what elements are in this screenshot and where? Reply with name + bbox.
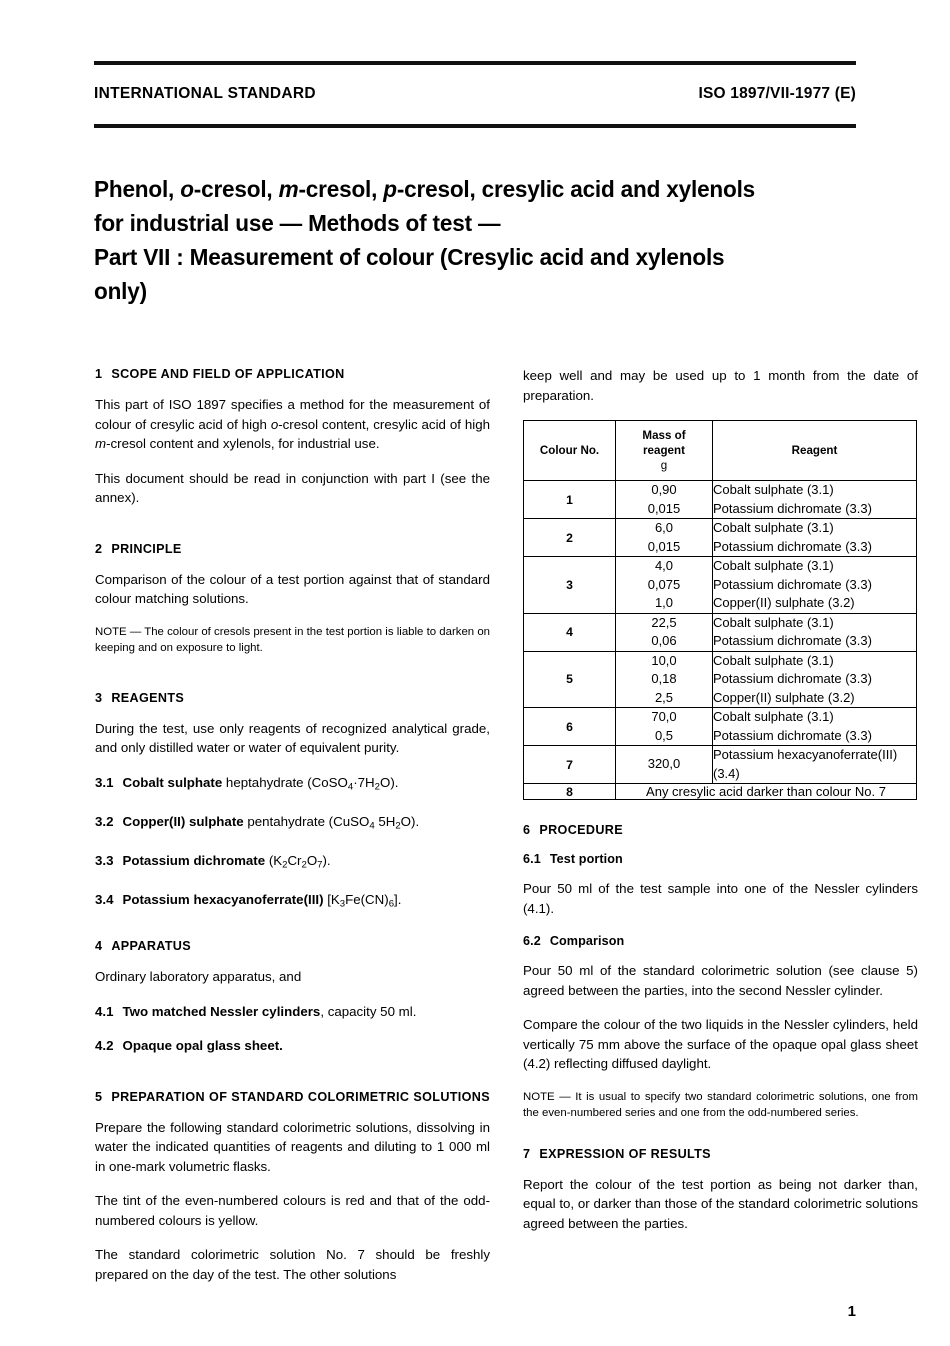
section-5-paragraph-1: Prepare the following standard colorimetric solutions, dissolving in water the indicated quantities of reagents and diluting to 1 000 ml in one-mark volumetric flasks. xyxy=(95,1119,490,1174)
colorimetric-solutions-table xyxy=(523,420,917,800)
cell-mass: 70,0 0,5 xyxy=(616,708,713,746)
section-6-1-heading xyxy=(523,851,918,867)
section-5-paragraph-3-continued: keep well and may be used up to 1 month from the date of preparation. xyxy=(523,368,918,403)
section-1-heading xyxy=(95,366,490,382)
spacer xyxy=(95,523,490,541)
section-2-heading xyxy=(95,541,490,557)
cell-mass: 0,90 0,015 xyxy=(616,481,713,519)
reagent-item-3-3: 3.3 Potassium dichromate $(K_2Cr_2O_7)$. xyxy=(95,852,331,871)
section-6-2-heading xyxy=(523,933,918,949)
cell-mass: 6,0 0,015 xyxy=(616,519,713,557)
header-rule-top xyxy=(94,61,856,65)
table-row xyxy=(524,708,917,746)
section-3-heading xyxy=(95,690,490,706)
section-6-title: PROCEDURE xyxy=(539,823,623,837)
section-7-title: EXPRESSION OF RESULTS xyxy=(539,1146,711,1161)
section-3-number: 3 xyxy=(95,690,103,705)
section-1-paragraph-2: This document should be read in conjunction with part I (see the annex). xyxy=(95,470,490,505)
column-header-mass-of-reagent: Mass of reagent g xyxy=(616,421,713,481)
cell-mass: 320,0 xyxy=(616,746,713,784)
section-6-1-paragraph: Pour 50 ml of the test sample into one of the Nessler cylinders (4.1). xyxy=(523,881,918,916)
section-6-2-title: Comparison xyxy=(549,934,625,948)
section-4-number: 4 xyxy=(95,939,103,954)
section-4-heading xyxy=(95,938,490,954)
cell-reagent: Cobalt sulphate (3.1) Potassium dichromate (3.3) xyxy=(713,519,917,557)
cell-reagent: Cobalt sulphate (3.1) Potassium dichromate (3.3) xyxy=(713,613,917,651)
section-4-paragraph-1: Ordinary laboratory apparatus, and xyxy=(95,969,302,985)
spacer xyxy=(95,929,490,938)
section-5-number: 5 xyxy=(95,1089,103,1104)
table-row xyxy=(524,481,917,519)
section-6-1-number: 6.1 xyxy=(523,852,541,866)
table-row xyxy=(524,651,917,708)
spacer xyxy=(95,1071,490,1089)
section-5-title: PREPARATION OF STANDARD COLORIMETRIC SOLUTIONS xyxy=(111,1089,490,1104)
section-3-paragraph-1: During the test, use only reagents of recognized analytical grade, and only distilled water or water of equivalent purity. xyxy=(95,720,490,755)
cell-colour-no: 7 xyxy=(524,746,616,784)
table-row xyxy=(524,746,917,784)
section-2-note: NOTE — The colour of cresols present in the test portion is liable to darken on keeping and on exposure to light. xyxy=(95,625,490,654)
section-7-paragraph-1: Report the colour of the test portion as being not darker than, equal to, or darker than those of the standard colorimetric solutions agreed between the parties. xyxy=(523,1176,918,1231)
section-6-heading xyxy=(523,822,918,838)
table-row xyxy=(524,613,917,651)
title-line-2: for industrial use — Methods of test — xyxy=(94,210,501,236)
cell-colour-no: 3 xyxy=(524,557,616,614)
section-6-number: 6 xyxy=(523,823,531,837)
cell-mass: 10,0 0,18 2,5 xyxy=(616,651,713,708)
table-row xyxy=(524,557,917,614)
section-3-title: REAGENTS xyxy=(111,690,185,705)
cell-colour-no: 6 xyxy=(524,708,616,746)
section-2-paragraph-1: Comparison of the colour of a test portion against that of standard colour matching solutions. xyxy=(95,571,490,606)
section-1-paragraph-1: This part of ISO 1897 specifies a method for the measurement of colour of cresylic acid of high o-cresol content, cresylic acid of high m-cresol content and xylenols, for industrial use. xyxy=(95,397,490,451)
section-2-number: 2 xyxy=(95,541,103,556)
cell-colour-no: 2 xyxy=(524,519,616,557)
cell-colour-no: 5 xyxy=(524,651,616,708)
column-header-reagent: Reagent xyxy=(713,421,917,481)
section-7-number: 7 xyxy=(523,1146,531,1161)
section-4-title: APPARATUS xyxy=(111,939,192,954)
table-header-row xyxy=(524,421,917,481)
section-6-1-title: Test portion xyxy=(549,852,623,866)
left-column xyxy=(95,366,490,1299)
cell-note-full-width: Any cresylic acid darker than colour No. 7 xyxy=(616,784,917,800)
spacer xyxy=(523,1137,918,1146)
reagent-item-3-2: 3.2 Copper(II) sulphate pentahydrate (CuSO$_4$ $5H_2O$). xyxy=(95,813,420,832)
reagent-item-3-4: 3.4 Potassium hexacyanoferrate(III) $[K_3Fe(CN)_6]$. xyxy=(95,892,402,910)
section-6-2-paragraph-1: Pour 50 ml of the standard colorimetric solution (see clause 5) agreed between the parties, into the second Nessler cylinder. xyxy=(523,963,918,998)
page-number: 1 xyxy=(847,1303,856,1320)
section-1-number: 1 xyxy=(95,367,103,381)
header-standard-number: ISO 1897/VII-1977 (E) xyxy=(698,85,856,102)
cell-reagent: Cobalt sulphate (3.1) Potassium dichromate (3.3) Copper(II) sulphate (3.2) xyxy=(713,651,917,708)
section-1-title: SCOPE AND FIELD OF APPLICATION xyxy=(111,367,345,381)
right-column xyxy=(523,366,918,1248)
table-row-last xyxy=(524,784,917,800)
title-line-3: Part VII : Measurement of colour (Cresylic acid and xylenols xyxy=(94,244,725,270)
cell-mass: 22,5 0,06 xyxy=(616,613,713,651)
title-line-1: Phenol, o-cresol, m-cresol, p-cresol, cresylic acid and xylenols xyxy=(94,176,756,202)
cell-reagent: Cobalt sulphate (3.1) Potassium dichromate (3.3) Copper(II) sulphate (3.2) xyxy=(713,557,917,614)
section-6-2-paragraph-2: Compare the colour of the two liquids in the Nessler cylinders, held vertically 75 mm above the surface of the opaque opal glass sheet (4.2) reflecting diffused daylight. xyxy=(523,1017,918,1071)
cell-colour-no: 8 xyxy=(524,784,616,800)
cell-reagent: Cobalt sulphate (3.1) Potassium dichromate (3.3) xyxy=(713,481,917,519)
section-6-2-number: 6.2 xyxy=(523,934,541,948)
table-row xyxy=(524,519,917,557)
apparatus-item-4-1: 4.1 Two matched Nessler cylinders, capacity 50 ml. xyxy=(95,1003,417,1019)
section-5-heading xyxy=(95,1089,490,1105)
section-2-title: PRINCIPLE xyxy=(111,541,182,556)
section-6-2-note: NOTE — It is usual to specify two standard colorimetric solutions, one from the even-numbered series and one from the odd-numbered series. xyxy=(523,1090,918,1119)
reagent-item-3-1: 3.1 Cobalt sulphate heptahydrate $(CoSO_4\cdot 7H_2O)$. xyxy=(95,774,399,793)
title-line-4: only) xyxy=(94,278,147,304)
cell-colour-no: 4 xyxy=(524,613,616,651)
cell-reagent: Potassium hexacyanoferrate(III) (3.4) xyxy=(713,746,917,784)
cell-reagent: Cobalt sulphate (3.1) Potassium dichromate (3.3) xyxy=(713,708,917,746)
cell-colour-no: 1 xyxy=(524,481,616,519)
section-5-paragraph-3: The standard colorimetric solution No. 7 should be freshly prepared on the day of the test. The other solutions xyxy=(95,1247,490,1282)
spacer xyxy=(95,672,490,690)
column-header-colour-no: Colour No. xyxy=(524,421,616,481)
apparatus-item-4-2: 4.2 Opaque opal glass sheet. xyxy=(95,1038,283,1054)
section-5-paragraph-2: The tint of the even-numbered colours is red and that of the odd-numbered colours is yellow. xyxy=(95,1193,490,1228)
section-7-heading xyxy=(523,1146,918,1162)
header-rule-bottom xyxy=(94,124,856,128)
document-title xyxy=(94,172,833,308)
cell-mass: 4,0 0,075 1,0 xyxy=(616,557,713,614)
header-standard-label: INTERNATIONAL STANDARD xyxy=(94,85,316,102)
